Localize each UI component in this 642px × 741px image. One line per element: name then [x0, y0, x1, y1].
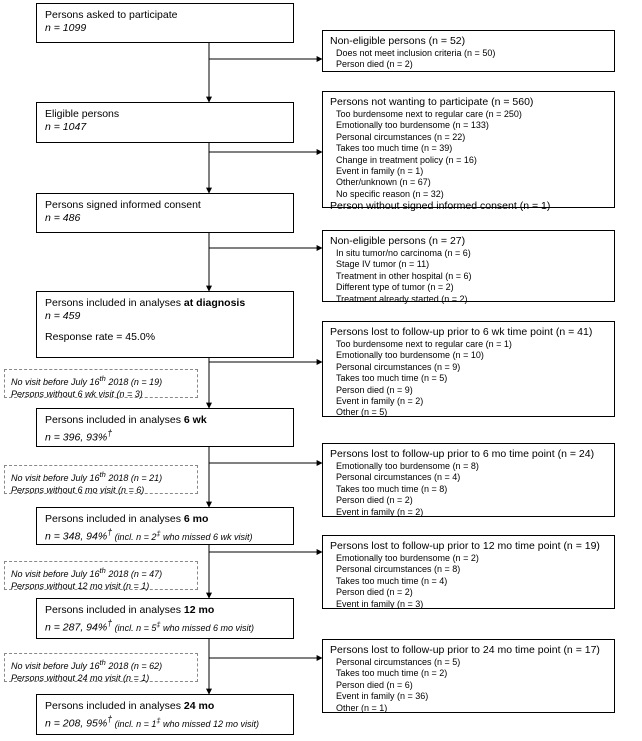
asked-label: Persons asked to participate [45, 9, 178, 21]
list-item: Takes too much time (n = 4) [336, 575, 448, 586]
mo24-n: n = 208, 95% [45, 717, 108, 730]
list-item: Event in family (n = 3) [336, 598, 424, 609]
mo24-incl-sup: ‡ [156, 715, 161, 725]
mo24-incl-pre: (incl. n = 1 [112, 718, 157, 729]
mo12-incl-sup: ‡ [156, 619, 161, 629]
note-12mo-line2: Persons without 12 mo visit (n = 1) [11, 580, 150, 591]
list-item: Emotionally too burdensome (n = 2) [336, 553, 479, 563]
list-item: Other (n = 5) [336, 407, 388, 418]
consent-n: n = 486 [45, 212, 81, 224]
list-item: Emotionally too burdensome (n = 10) [336, 350, 484, 361]
list-item: Personal circumstances (n = 9) [336, 361, 461, 372]
box-12mo [36, 598, 294, 639]
mo24-incl-post: who missed 12 mo visit) [160, 718, 260, 729]
noneligible1-title: Non-eligible persons (n = 52) [330, 35, 466, 47]
list-item: Treatment already started (n = 2) [336, 293, 468, 304]
noneligible2-title: Non-eligible persons (n = 27) [330, 235, 466, 247]
lost6mo-title: Persons lost to follow-up prior to 6 mo time point (n = 24) [330, 448, 595, 460]
list-item: Other (n = 1) [336, 702, 388, 713]
list-item: Person died (n = 2) [336, 495, 413, 506]
note-6wk-line1: No visit before July 16th 2018 (n = 19) [11, 374, 163, 387]
list-item: Stage IV tumor (n = 11) [336, 259, 430, 270]
mo6-sup: † [107, 527, 113, 537]
consent-label: Persons signed informed consent [45, 199, 201, 211]
note-6mo [4, 465, 198, 494]
list-item: Person died (n = 2) [336, 587, 413, 598]
box-diagnosis [36, 291, 294, 358]
box-6wk [36, 408, 294, 447]
mo6-incl-sup: ‡ [156, 528, 161, 538]
notwanting-footer: Person without signed informed consent (n = 1) [330, 200, 551, 213]
notwanting-title: Persons not wanting to participate (n = 560) [330, 96, 534, 108]
eligible-label: Eligible persons [45, 108, 120, 120]
mo12-sup: † [107, 618, 113, 628]
mo24-label: Persons included in analyses [45, 700, 184, 712]
list-item: Change in treatment policy (n = 16) [336, 154, 477, 165]
box-lost6wk [322, 321, 615, 417]
list-item: Too burdensome next to regular care (n = 1) [336, 339, 512, 349]
box-notwanting [322, 91, 615, 213]
list-item: Other/unknown (n = 67) [336, 177, 431, 188]
list-item: Emotionally too burdensome (n = 133) [336, 120, 489, 131]
diagnosis-label: Persons included in analyses [45, 297, 184, 309]
box-asked [36, 3, 294, 43]
wk6-n: n = 396, 93% [45, 431, 108, 444]
lost24mo-title: Persons lost to follow-up prior to 24 mo time point (n = 17) [330, 644, 600, 656]
mo6-label: Persons included in analyses [45, 513, 184, 525]
mo12-incl-post: who missed 6 mo visit) [160, 622, 255, 633]
list-item: Event in family (n = 2) [336, 506, 424, 517]
box-lost12mo [322, 535, 615, 609]
list-item: Personal circumstances (n = 5) [336, 657, 461, 667]
note-24mo-line2: Persons without 24 mo visit (n = 1) [11, 672, 150, 683]
lost12mo-title: Persons lost to follow-up prior to 12 mo time point (n = 19) [330, 540, 600, 552]
wk6-label-bold: 6 wk [183, 414, 207, 426]
wk6-sup: † [107, 428, 113, 438]
list-item: Personal circumstances (n = 8) [336, 564, 461, 575]
list-item: Event in family (n = 36) [336, 691, 429, 702]
list-item: Personal circumstances (n = 22) [336, 131, 466, 142]
list-item: No specific reason (n = 32) [336, 188, 444, 199]
list-item: Person died (n = 6) [336, 679, 413, 690]
note-6wk [4, 369, 198, 398]
box-lost6mo [322, 443, 615, 517]
list-item: Takes too much time (n = 8) [336, 483, 448, 494]
mo12-n: n = 287, 94% [45, 621, 108, 634]
list-item: Different type of tumor (n = 2) [336, 282, 454, 293]
list-item: Takes too much time (n = 2) [336, 668, 448, 679]
mo6-n: n = 348, 94% [45, 530, 108, 543]
note-24mo [4, 653, 198, 682]
mo6-incl-post: who missed 6 wk visit) [160, 531, 253, 542]
mo12-incl-pre: (incl. n = 5 [112, 622, 157, 633]
mo6-label-bold: 6 mo [183, 513, 209, 525]
list-item: Does not meet inclusion criteria (n = 50) [336, 48, 496, 58]
wk6-label: Persons included in analyses [45, 414, 184, 426]
list-item: Person died (n = 9) [336, 384, 413, 395]
box-noneligible2 [322, 230, 615, 302]
mo24-label-bold: 24 mo [183, 700, 215, 712]
box-lost24mo [322, 639, 615, 713]
list-item: Takes too much time (n = 5) [336, 373, 448, 384]
asked-n: n = 1099 [45, 22, 87, 34]
list-item: Emotionally too burdensome (n = 8) [336, 461, 479, 471]
note-6wk-line2: Persons without 6 wk visit (n = 3) [11, 388, 143, 399]
box-eligible [36, 102, 294, 143]
list-item: Person died (n = 2) [336, 59, 413, 70]
mo12-label-bold: 12 mo [183, 604, 215, 616]
mo6-incl-pre: (incl. n = 2 [112, 531, 157, 542]
note-12mo [4, 561, 198, 590]
list-item: Takes too much time (n = 39) [336, 143, 453, 154]
eligible-n: n = 1047 [45, 121, 87, 133]
diagnosis-label-bold: at diagnosis [183, 297, 246, 309]
note-6mo-line1: No visit before July 16th 2018 (n = 21) [11, 470, 163, 483]
box-consent [36, 193, 294, 233]
note-24mo-line1: No visit before July 16th 2018 (n = 62) [11, 658, 163, 671]
mo12-label: Persons included in analyses [45, 604, 184, 616]
response-rate: Response rate = 45.0% [45, 331, 156, 343]
list-item: Treatment in other hospital (n = 6) [336, 270, 472, 281]
list-item: Event in family (n = 1) [336, 166, 424, 177]
list-item: Too burdensome next to regular care (n = 250) [336, 109, 522, 119]
box-noneligible1 [322, 30, 615, 72]
box-24mo [36, 694, 294, 735]
mo24-sup: † [107, 714, 113, 724]
list-item: In situ tumor/no carcinoma (n = 6) [336, 248, 471, 258]
lost6wk-title: Persons lost to follow-up prior to 6 wk time point (n = 41) [330, 326, 593, 338]
diagnosis-n: n = 459 [45, 310, 81, 322]
box-6mo [36, 507, 294, 545]
note-12mo-line1: No visit before July 16th 2018 (n = 47) [11, 566, 163, 579]
note-6mo-line2: Persons without 6 mo visit (n = 6) [11, 484, 145, 495]
list-item: Event in family (n = 2) [336, 396, 424, 407]
list-item: Personal circumstances (n = 4) [336, 472, 461, 483]
